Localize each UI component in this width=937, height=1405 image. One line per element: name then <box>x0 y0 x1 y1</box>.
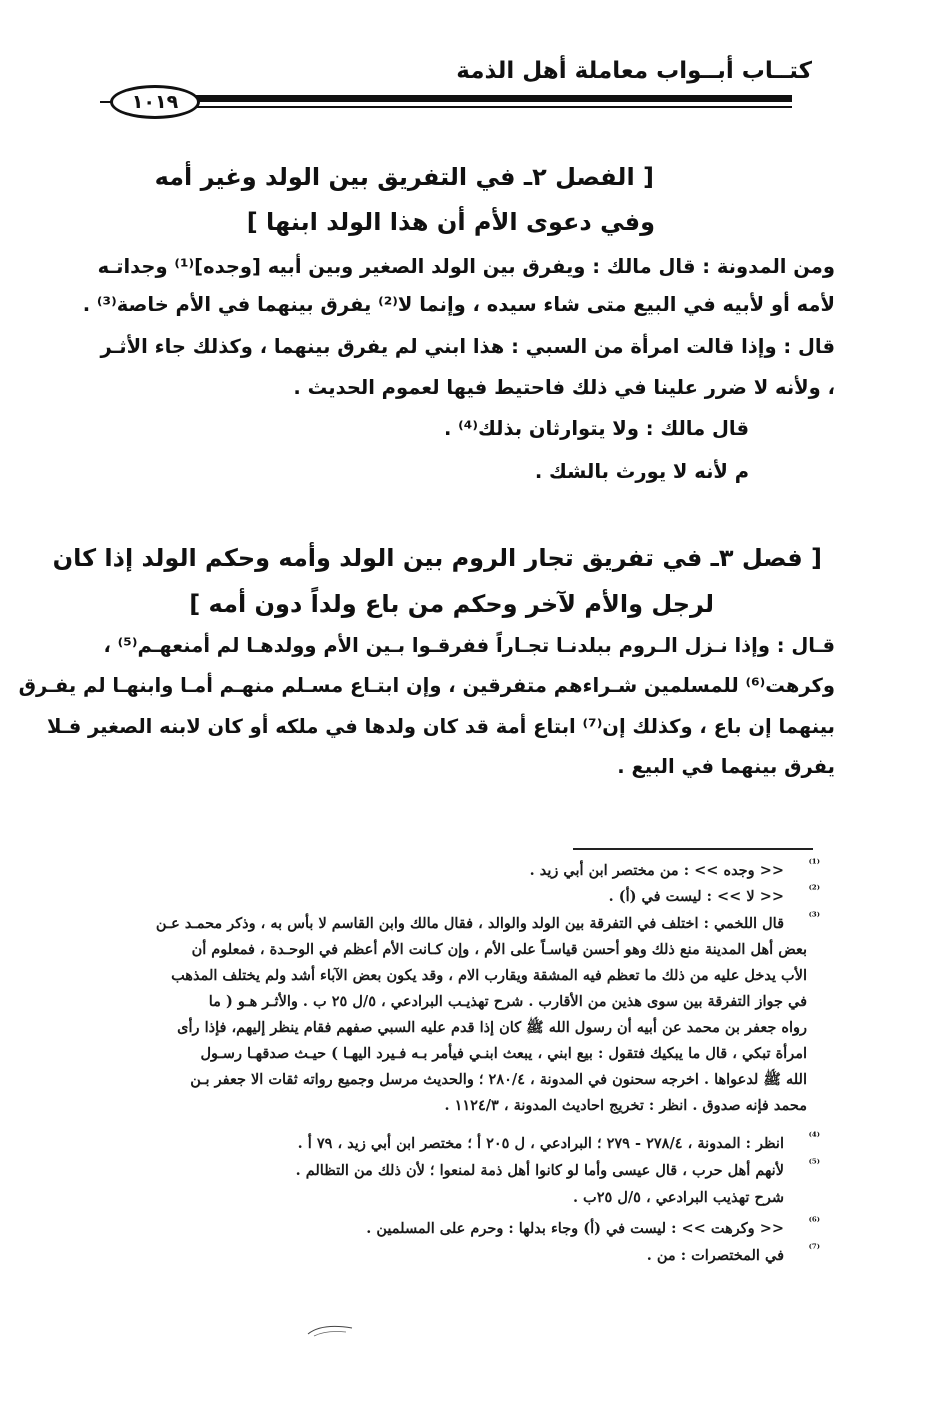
footnote-separator <box>573 848 813 850</box>
footnote-3-line5: رواه جعفر بن محمد عن أبيه أن رسول الله ﷺ كان إذا قدم عليه السبي صفهم فقام ينظر إليهم، فإذا رأى <box>177 1019 807 1036</box>
section3-para1-line3: بينهما إن باع ، وكذلك إن⁽⁷⁾ ابتاع أمة قد كان ولدها في ملكه أو كان لابنه الصغير فـلا <box>46 715 835 738</box>
footnote-3-line3: الأب يدخل عليه من ذلك ما تعظم فيه المشقة ويقارب الام ، وقد يكون بعض الآباء أشد ولم يختلف المذهب <box>171 967 807 984</box>
footnote-3-line1: قال اللخمي : اختلف في التفرقة بين الولد والوالد ، فقال مالك وابن القاسم لا بأس به ، وذكر محمـد عـن <box>155 915 784 932</box>
footnote-number: ⁽¹⁾ <box>808 857 820 870</box>
section3-para1-line2: وكرهت⁽⁶⁾ للمسلمين شـراءهم متفرقين ، وإن ابتـاع مسـلم منهـم أمـا وابنهـا لم يفـرق <box>18 674 835 697</box>
header-rule-thick <box>196 95 792 102</box>
footnote-3-line8: محمد فإنه صدوق . انظر : تخريج احاديث المدونة ، ١١٢٤/٣ . <box>444 1097 807 1114</box>
footnote-3-line6: امرأة تبكي ، قال ما يبكيك فتقول : بيع ابني ، يبعث ابنـي فيأمر بـه فـيرد اليهـا ) حيـث صدقهـا رسـول <box>200 1045 807 1062</box>
footnote-number: ⁽⁴⁾ <box>808 1130 820 1143</box>
footnote-5-line1: لأنهم أهل حرب ، قال عيسى وأما لو كانوا أهل ذمة لمنعوا ؛ لأن ذلك من التظالم . <box>295 1162 784 1179</box>
footnote-5-line2: شرح تهذيب البرادعي ، ٥/ل ٢٥ب . <box>572 1189 784 1206</box>
footnote-number: ⁽⁶⁾ <box>808 1215 820 1228</box>
footnote-4: انظر : المدونة ، ٢٧٨/٤ - ٢٧٩ ؛ البرادعي ، ل ٢٠٥ أ ؛ مختصر ابن أبي زيد ، ٧٩ أ . <box>297 1135 784 1152</box>
footnote-number: ⁽⁵⁾ <box>808 1157 820 1170</box>
header-rule-thin <box>196 106 792 108</box>
section2-para2-line2: ، ولأنه لا ضرر علينا في ذلك فاحتيط فيها لعموم الحديث . <box>293 376 835 399</box>
page-number: ١٠١٩ <box>110 85 200 119</box>
section3-heading-line1: [ فصل ٣ـ في تفريق تجار الروم بين الولد وأمه وحكم الولد إذا كان <box>52 544 822 572</box>
section2-para1-line2: لأمه أو لأبيه في البيع متى شاء سيده ، وإنما لا⁽²⁾ يفرق بينهما في الأم خاصة⁽³⁾ . <box>82 293 835 316</box>
section2-para1-line1: ومن المدونة : قال مالك : ويفرق بين الولد الصغير وبين أبيه [وجده]⁽¹⁾ وجداتـه <box>97 255 835 278</box>
section3-heading-line2: لرجل والأم لآخر وحكم من باع ولداً دون أمه ] <box>189 590 714 618</box>
footnote-number: ⁽²⁾ <box>808 883 820 896</box>
footnote-3-line4: في جواز التفرقة بين سوى هذين من الأقارب . شرح تهذيـب البرادعي ، ٥/ل ٢٥ ب . والأثـر هـو ( ما <box>208 993 807 1010</box>
footnote-1: << وجده >> : من مختصر ابن أبي زيد . <box>529 862 784 879</box>
running-header-title: كتــاب أبــواب معاملة أهل الذمة <box>456 58 812 84</box>
footnote-6: << وكرهت >> : ليست في (أ) وجاء بدلها : وحرم على المسلمين . <box>366 1220 784 1237</box>
section2-para4: م لأنه لا يورث بالشك . <box>534 460 749 483</box>
section2-heading-line1: [ الفصل ٢ـ في التفريق بين الولد وغير أمه <box>154 163 654 191</box>
section3-para1-line1: قـال : وإذا نـزل الـروم ببلدنـا تجـاراً ففرقـوا بـين الأم وولدهـا لم أمنعهـم⁽⁵⁾ ، <box>103 634 835 657</box>
footnote-3-line7: الله ﷺ لدعواها . اخرجه سحنون في المدونة ، ٢٨٠/٤ ؛ والحديث مرسل وجميع رواته ثقات الا جعفر بـن <box>190 1071 807 1088</box>
section2-heading-line2: وفي دعوى الأم أن هذا الولد ابنها ] <box>246 208 655 236</box>
section2-para3: قال مالك : ولا يتوارثان بذلك⁽⁴⁾ . <box>443 417 749 440</box>
pen-mark <box>306 1322 356 1338</box>
section2-para2-line1: قال : وإذا قالت امرأة من السبي : هذا ابني لم يفرق بينهما ، وكذلك جاء الأثـر <box>100 335 835 358</box>
footnote-number: ⁽³⁾ <box>808 910 820 923</box>
footnote-2: << لا >> : ليست في (أ) . <box>608 888 784 905</box>
section3-para1-line4: يفرق بينهما في البيع . <box>617 755 835 778</box>
footnote-7: في المختصرات : من . <box>646 1247 784 1264</box>
footnote-3-line2: بعض أهل المدينة منع ذلك وهو أحسن قياسـاً على الأم ، وإن كـانت الأم أعظم في الوحـدة ، فمعلوم أن <box>191 941 807 958</box>
footnote-number: ⁽⁷⁾ <box>808 1242 820 1255</box>
